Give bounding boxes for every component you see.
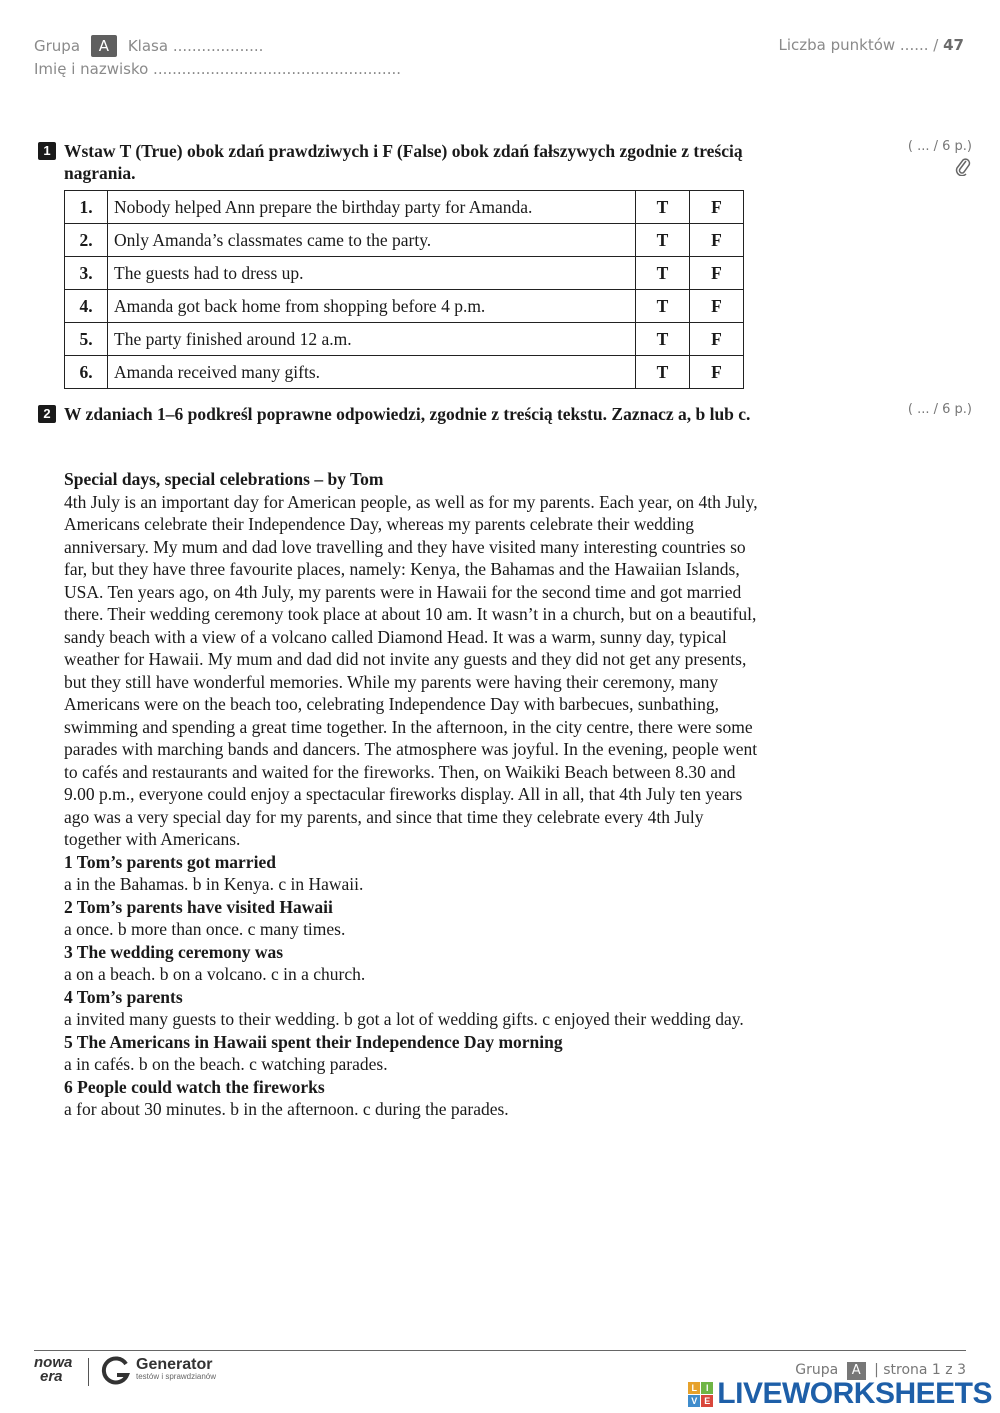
task1-points: ( ... / 6 p.) <box>907 139 972 154</box>
statement-text: The guests had to dress up. <box>108 257 636 290</box>
false-option[interactable]: F <box>690 290 744 323</box>
table-row <box>65 191 744 224</box>
table-row <box>65 323 744 356</box>
footer-divider <box>34 1350 966 1351</box>
question-stem: 5 The Americans in Hawaii spent their Independence Day morning <box>64 1031 563 1052</box>
task1-number: 1 <box>38 142 56 160</box>
text-title: Special days, special celebrations – by Tom <box>64 469 384 489</box>
header-group-line <box>34 35 263 57</box>
row-number: 2. <box>65 224 108 257</box>
points-total: 47 <box>943 36 964 54</box>
question-list <box>64 851 764 1121</box>
task2-title-text: W zdaniach 1–6 podkreśl poprawne odpowiedzi, zgodnie z treścią tekstu. Zaznacz a, b lub c. <box>64 404 751 424</box>
answer-options[interactable]: a on a beach. b on a volcano. c in a church. <box>64 964 366 984</box>
true-false-table <box>64 190 744 389</box>
row-number: 3. <box>65 257 108 290</box>
false-option[interactable]: F <box>690 224 744 257</box>
paperclip-icon[interactable] <box>954 156 972 176</box>
question-stem: 4 Tom’s parents <box>64 986 183 1007</box>
row-number: 6. <box>65 356 108 389</box>
generator-logo <box>136 1356 216 1381</box>
table-row <box>65 356 744 389</box>
task2-points: ( ... / 6 p.) <box>907 402 972 417</box>
row-number: 5. <box>65 323 108 356</box>
answer-options[interactable]: a invited many guests to their wedding. b got a lot of wedding gifts. c enjoyed their wedding day. <box>64 1009 744 1029</box>
task1-title <box>43 140 754 184</box>
table-row <box>65 290 744 323</box>
answer-options[interactable]: a for about 30 minutes. b in the afternoon. c during the parades. <box>64 1099 509 1119</box>
question-stem: 3 The wedding ceremony was <box>64 941 284 962</box>
nowa-era-logo: nowa era <box>34 1354 73 1385</box>
false-option[interactable]: F <box>690 323 744 356</box>
statement-text: Only Amanda’s classmates came to the party. <box>108 224 636 257</box>
answer-options[interactable]: a in cafés. b on the beach. c watching parades. <box>64 1054 388 1074</box>
logo-divider <box>88 1358 89 1386</box>
table-row <box>65 257 744 290</box>
true-option[interactable]: T <box>636 356 690 389</box>
false-option[interactable]: F <box>690 257 744 290</box>
answer-options[interactable]: a once. b more than once. c many times. <box>64 919 346 939</box>
task2-title <box>43 403 754 425</box>
statement-text: Amanda got back home from shopping before 4 p.m. <box>108 290 636 323</box>
footer-page-label: | strona 1 z 3 <box>874 1362 966 1378</box>
footer-group-badge: A <box>847 1362 866 1380</box>
generator-subtitle: testów i sprawdzianów <box>136 1372 217 1381</box>
true-option[interactable]: T <box>636 290 690 323</box>
generator-logo-icon <box>100 1355 132 1387</box>
footer-group-label: Grupa <box>795 1362 839 1378</box>
group-badge: A <box>91 35 117 57</box>
row-number: 1. <box>65 191 108 224</box>
statement-text: Amanda received many gifts. <box>108 356 636 389</box>
name-label: Imię i nazwisko .................................................... <box>34 60 401 78</box>
true-option[interactable]: T <box>636 191 690 224</box>
task2-number: 2 <box>38 405 56 423</box>
true-option[interactable]: T <box>636 224 690 257</box>
points-summary <box>778 36 964 54</box>
true-option[interactable]: T <box>636 257 690 290</box>
task2-reading <box>64 468 764 1121</box>
task1-title-text: Wstaw T (True) obok zdań prawdziwych i F (False) obok zdań fałszywych zgodnie z treścią nagrania. <box>64 141 743 183</box>
false-option[interactable]: F <box>690 356 744 389</box>
answer-options[interactable]: a in the Bahamas. b in Kenya. c in Hawaii. <box>64 874 364 894</box>
liveworksheets-watermark[interactable] <box>688 1378 992 1410</box>
question-stem: 1 Tom’s parents got married <box>64 851 276 872</box>
liveworksheets-icon: L I V E <box>688 1382 713 1407</box>
class-label: Klasa ................... <box>127 37 264 55</box>
true-option[interactable]: T <box>636 323 690 356</box>
question-stem: 2 Tom’s parents have visited Hawaii <box>64 896 333 917</box>
text-body: 4th July is an important day for American people, as well as for my parents. Each year, on 4th July, Americans celebrate their Independence Day, whereas my parents celebrate their wedding anniversary. My mum and dad love travelling and they have visited many interesting countries so far, but they have three favourite places, namely: Kenya, the Bahamas and the Hawaiian Islands, USA. Ten years ago, on 4th July, my parents were in Hawaii for the second time and got married there. Their wedding ceremony took place at about 10 am. It wasn’t in a church, but on a beautiful, sandy beach with a view of a volcano called Diamond Head. It was a warm, sunny day, typical weather for Hawaii. My mum and dad did not invite any guests and they did not get any presents, but they still have wonderful memories. While my parents were having their ceremony, many Americans were on the beach too, celebrating Independence Day with barbecues, sunbathing, swimming and spending a great time together. In the afternoon, in the city centre, there were some parades with marching bands and dancers. The atmosphere was joyful. In the evening, people went to cafés and restaurants and waited for the fireworks. Then, on Waikiki Beach between 8.30 and 9.00 p.m., everyone could enjoy a spectacular fireworks display. All in all, that 4th July ten years ago was a very special day for my parents, and since that time they celebrate every 4th July together with Americans. <box>64 491 758 849</box>
false-option[interactable]: F <box>690 191 744 224</box>
statement-text: The party finished around 12 a.m. <box>108 323 636 356</box>
group-label: Grupa <box>34 37 81 55</box>
liveworksheets-text: LIVEWORKSHEETS <box>717 1377 992 1410</box>
statement-text: Nobody helped Ann prepare the birthday party for Amanda. <box>108 191 636 224</box>
question-stem: 6 People could watch the fireworks <box>64 1076 325 1097</box>
generator-title: Generator <box>136 1356 213 1373</box>
row-number: 4. <box>65 290 108 323</box>
table-row <box>65 224 744 257</box>
points-label: Liczba punktów ...... / <box>778 36 939 54</box>
